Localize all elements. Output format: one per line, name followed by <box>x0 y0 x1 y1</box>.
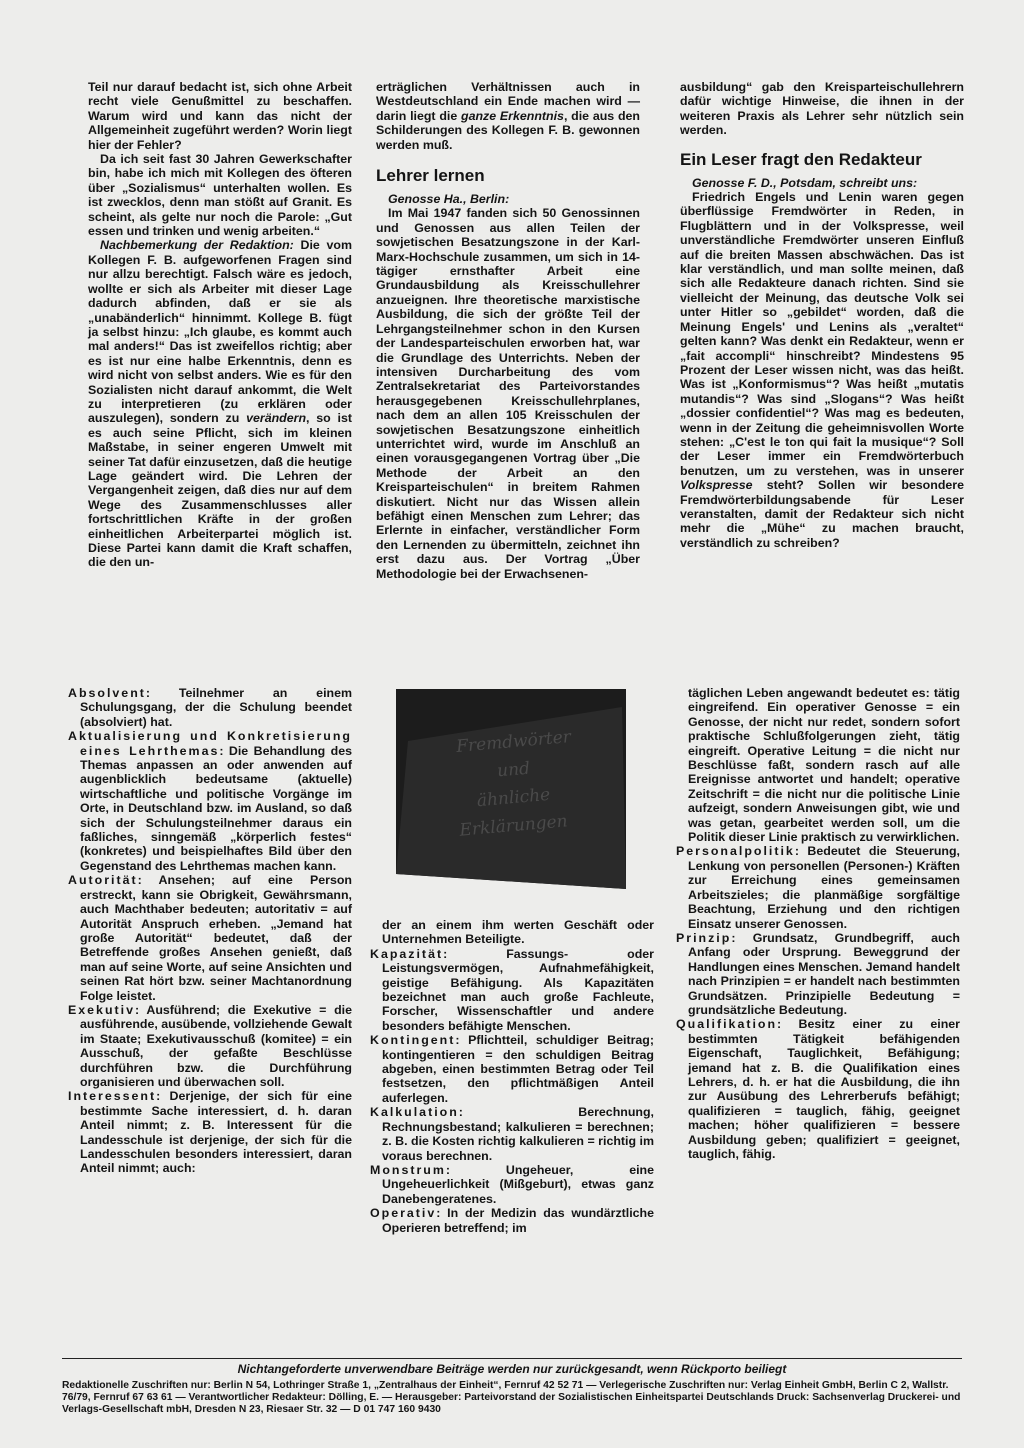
paragraph <box>680 190 964 550</box>
glossary-term: Operativ <box>370 1206 437 1221</box>
glossary-entry <box>68 873 352 1003</box>
glossary-column-right <box>676 686 960 1161</box>
glossary-definition: : Ausführend; die Exekutive = die ausführende, ausübende, vollziehende Gewalt im Staate; Exekutivausschuß (komitee) = ein Ausschuß, der gefaßte Beschlüsse durchführen bzw. die Durchführung organisieren und überwachen soll. <box>80 1002 352 1089</box>
glossary-entry <box>676 844 960 930</box>
paragraph: ausbildung“ gab den Kreisparteischullehrern dafür wichtige Hinweise, die ihnen in der weiteren Praxis als Lehrer sehr nützlich sein werden. <box>680 80 964 138</box>
editorial-note-text: Die vom Kollegen F. B. aufgeworfenen Fragen sind nur allzu berechtigt. Falsch wäre es jedoch, wollte er sich als Arbeiter mit dieser Lage dadurch abfinden, daß er sie als „unabänderlich“ hinnimmt. Kollege B. fügt ja selbst hinzu: „Ich glaube, es kommt auch mal anders!“ Das ist zweifellos richtig; aber es ist nur eine halbe Erkenntnis, denn es wird nicht von selbst anders. Wie es für den Sozialisten nicht darauf ankommt, die Welt zu interpretieren (zu erklären oder auszulegen), sondern zu <box>88 238 352 426</box>
article-column-2 <box>376 80 640 581</box>
text: erträglichen Verhältnissen auch in Westdeutschland ein Ende machen wird — darin liegt die <box>376 80 640 123</box>
glossary-entry <box>68 686 352 729</box>
glossary-term: Exekutiv <box>68 1002 135 1017</box>
glossary-term: Monstrum <box>370 1162 446 1177</box>
glossary-continuation: täglichen Leben angewandt bedeutet es: tätig eingreifend. Ein operativer Genosse = ein Genosse, der nicht nur redet, sondern sofort praktische Schlußfolgerungen zieht, tätig eingreift. Operative Leitung = die nicht nur Beschlüsse faßt, sondern rasch auf alle Ereignisse antwortet und handelt; operative Zeitschrift = die nicht nur die politische Linie aufzeigt, sondern Anweisungen gibt, wie und was getan, gearbeitet werden soll, um die Politik dieser Linie praktisch zu verwirklichen. <box>688 686 960 845</box>
paragraph: Da ich seit fast 30 Jahren Gewerkschafter bin, habe ich mich mit Kollegen des öfteren über „Sozialismus“ unterhalten wollen. Es ist zwecklos, denn man stößt auf Granit. Es scheint, als gelte nur noch die Parole: „Gut essen und trinken und wenig arbeiten.“ <box>88 152 352 239</box>
glossary-continuation: der an einem ihm werten Geschäft oder Unternehmen Beteiligte. <box>382 918 654 947</box>
glossary-term: Autorität <box>68 873 138 888</box>
glossary-entry <box>370 1206 654 1235</box>
glossary-entry <box>370 947 654 1033</box>
byline: Genosse F. D., Potsdam, schreibt uns: <box>692 175 918 190</box>
paragraph: Teil nur darauf bedacht ist, sich ohne Arbeit recht viele Genußmittel zu beschaffen. Warum wird und kann das nicht der Allgemeinheit zugeführt werden? Worin liegt hier der Fehler? <box>88 80 352 152</box>
footer-divider <box>62 1358 962 1359</box>
article-column-3 <box>680 80 964 550</box>
glossary-entry <box>370 1105 654 1163</box>
article-heading: Lehrer lernen <box>376 166 485 186</box>
image-caption-line: Erklärungen <box>458 811 569 841</box>
footer-imprint: Redaktionelle Zuschriften nur: Berlin N 54, Lothringer Straße 1, „Zentralhaus der Einheit“, Fernruf 42 52 71 — Verlegerische Zuschriften nur: Verlag Einheit GmbH, Berlin C 2, Wallstr. 76/79, Fernruf 67 63 61 — Verantwortlicher Redakteur: Dölling, E. — Herausgeber: Parteivorstand der Sozialistischen Einheitspartei Deutschlands Druck: Sachsenverlag Druckerei- und Verlags-Gesellschaft mbH, Dresden N 23, Riesaer Str. 32 — D 01 747 160 9430 <box>62 1380 961 1416</box>
glossary-definition: : Grundsatz, Grundbegriff, auch Anfang oder Ursprung. Beweggrund der Handlungen eines Menschen. Jemand handelt nach Prinzipien = er handelt nach bestimmten Grundsätzen. Prinzipielle Bedeutung = grundsätzliche Bedeutung. <box>688 930 960 1017</box>
article-heading: Ein Leser fragt den Redakteur <box>680 149 922 169</box>
image-caption-line: Fremdwörter <box>455 727 572 757</box>
glossary-entry <box>370 1033 654 1105</box>
paragraph <box>376 80 640 152</box>
glossary-term: Aktualisierung und Konkretisierung eines Lehrthemas <box>68 729 352 758</box>
image-caption-line: und <box>496 758 531 782</box>
glossary-definition: : Die Behandlung des Themas anpassen an oder anwenden auf augenblicklich bedeutsame (aktuelle) wirtschaftliche und politische Vorgänge im Orte, in Deutschland bzw. im Ausland, so daß sich der Schulungsteilnehmer daraus ein faßliches, sinngemäß „körperlich festes“ (konkretes) und beispielhaftes Bild über den Gegenstand des Lehrthemas machen kann. <box>80 743 352 873</box>
glossary-term: Interessent <box>68 1089 157 1104</box>
glossary-term: Kapazität <box>370 946 444 961</box>
text: , die aus den Schilderungen des Kollegen F. B. gewonnen werden muß. <box>376 108 640 152</box>
glossary-term: Absolvent <box>68 686 146 700</box>
glossary-entry <box>676 1017 960 1161</box>
text: Friedrich Engels und Lenin waren gegen überflüssige Fremdwörter in Reden, in Flugblättern und in der Volkspresse, weil unverständliche Fremdwörter unseren Einfluß auf die breiten Massen abschwächen. Das ist klar verständlich, und man sollte meinen, daß sich alle Redakteure danach richten. Sind sie vielleicht der Meinung, das deutsche Volk sei unter Hitler so „gebildet“ worden, daß die Meinung Engels' und Lenins als „veraltet“ gelten kann? Was denkt ein Redakteur, wenn er „fait accompli“ hinschreibt? Mindestens 95 Prozent der Leser wissen nicht, was das heißt. Was ist „Konformismus“? Was heißt „mutatis mutandis“? Was sind „Slogans“? Was heißt „dossier confidentiel“? Was mag es bedeuten, wenn in der Zeitung die geheimnisvollen Worte stehen: „C'est le ton qui fait la musique“? Soll der Leser immer ein Fremdwörterbuch benutzen, um zu verstehen, was in unserer <box>680 190 964 478</box>
byline: Genosse Ha., Berlin: <box>388 192 510 207</box>
article-column-1 <box>88 80 352 570</box>
glossary-column-left <box>68 686 352 1176</box>
editorial-note-text: , so ist es auch seine Pflicht, sich im kleinen Maßstabe, in seiner engeren Umwelt mit seiner Tat dafür einzusetzen, daß die heutige Lage geändert wird. Die Lehren der Vergangenheit zeigen, daß dies nur auf dem Wege des Zusammenschlusses aller fortschrittlichen Kräfte in der großen einheitlichen Arbeiterpartei möglich ist. Diese Partei kann damit die Kraft schaffen, die den un- <box>88 411 352 570</box>
glossary-term: Kontingent <box>370 1033 456 1048</box>
glossary-definition: : Derjenige, der sich für eine bestimmte Sache interessiert, d. h. daran Anteil nimmt; z. B. Interessent für die Landesschule ist derjenige, der sich für die Landesschulen besonders interessiert, daran Anteil nimmt; auch: <box>80 1089 352 1176</box>
emphasis: ganze Erkenntnis <box>461 108 564 123</box>
glossary-title-image <box>396 689 626 889</box>
glossary-entry <box>676 931 960 1017</box>
footer-note: Nichtangeforderte unverwendbare Beiträge werden nur zurückgesandt, wenn Rückporto beiliegt <box>237 1362 787 1376</box>
glossary-definition: : Teilnehmer an einem Schulungsgang, der die Schulung beendet (absolviert) hat. <box>80 686 352 729</box>
glossary-definition: : Besitz einer zu einer bestimmten Tätigkeit befähigenden Eigenschaft, Tauglichkeit, Befähigung; jemand hat z. B. die Qualifikation eines Lehrers, d. h. er hat die Ausbildung, die ihn zur Ausübung des Lehrerberufs befähigt; qualifizieren = tauglich, fähig, geeignet machen; höher qualifizieren = bessere Ausbildung geben; qualifiziert = geeignet, tauglich, fähig. <box>688 1017 960 1161</box>
glossary-entry <box>68 1089 352 1175</box>
glossary-term: Personalpolitik <box>676 844 795 859</box>
image-caption-line: ähnliche <box>476 784 552 812</box>
paragraph: Im Mai 1947 fanden sich 50 Genossinnen und Genossen aus allen Teilen der sowjetischen Besatzungszone in der Karl-Marx-Hochschule zusammen, um sich in 14-tägiger ernsthafter Arbeit eine Grundausbildung als Kreisschullehrer anzueignen. Ihre theoretische marxistische Ausbildung, die sich der größte Teil der Lehrgangsteilnehmer schon in den Kursen der Landesparteischulen erworben hat, war die Grundlage des Unterrichts. Neben der intensiven Durcharbeitung des vom Zentralsekretariat des Parteivorstandes herausgegebenen Kreisschullehrplanes, nach dem an allen 105 Kreisschulen der sowjetischen Besatzungszone einheitlich unterrichtet wird, wurde im Anschluß an einen vorausgegangenen Vortrag über „Die Methode der Arbeit an den Kreisparteischulen“ in breitem Rahmen diskutiert. Nicht nur das Wissen allein befähigt einen Menschen zum Lehrer; das Erlernte in einfacher, verständlicher Form den Lernenden zu übermitteln, zeichnet ihn erst dazu aus. Der Vortrag „Über Methodologie bei der Erwachsenen- <box>376 206 640 581</box>
glossary-definition: : Fassungs- oder Leistungsvermögen, Aufnahmefähigkeit, geistige Befähigung. Als Kapazitäten bezeichnet man auch große Fachleute, Forscher, Wissenschaftler und andere besonders befähigte Menschen. <box>382 946 654 1033</box>
emphasis: Volkspresse <box>680 478 753 493</box>
editorial-note <box>88 238 352 569</box>
editorial-note-label: Nachbemerkung der Redaktion: <box>100 238 294 253</box>
glossary-term: Qualifikation <box>676 1017 778 1032</box>
glossary-definition: : Ungeheuer, eine Ungeheuerlichkeit (Mißgeburt), etwas ganz Danebengeratenes. <box>382 1162 654 1206</box>
text: steht? Sollen wir besondere Fremdwörterbildungsabende für Leser veranstalten, damit der Redakteur sich nicht mehr die „Mühe“ zu machen braucht, verständlich zu schreiben? <box>680 478 964 550</box>
emphasis: verändern <box>246 411 307 426</box>
glossary-entry <box>68 729 352 873</box>
glossary-definition: : Berechnung, Rechnungsbestand; kalkulieren = berechnen; z. B. die Kosten richtig kalkulieren = richtig im voraus berechnen. <box>382 1105 654 1163</box>
glossary-term: Prinzip <box>676 930 732 945</box>
glossary-definition: : Ansehen; auf eine Person erstreckt, kann sie Obrigkeit, Gewährsmann, auch Machthaber bedeuten; autoritativ = auf Autorität Anspruch erheben. „Jemand hat große Autorität“ bedeutet, daß der Betreffende großes Ansehen genießt, daß man auf seine Worte, auf seine Ansichten und seinen Rat hört bzw. seiner Machtanordnung Folge leistet. <box>80 873 352 1003</box>
glossary-entry <box>370 1163 654 1206</box>
glossary-definition: : Pflichtteil, schuldiger Beitrag; kontingentieren = den schuldigen Beitrag abgeben, einen bestimmten Betrag oder Teil festsetzen, den pflichtmäßigen Anteil auferlegen. <box>382 1033 654 1105</box>
glossary-term: Kalkulation <box>370 1105 459 1120</box>
glossary-definition: : Bedeutet die Steuerung, Lenkung von personellen (Personen-) Kräften zur Erreichung eines gemeinsamen Arbeitszieles; die planmäßige sorgfältige Beachtung, Erziehung und den richtigen Einsatz unserer Genossen. <box>688 844 960 931</box>
glossary-entry <box>68 1003 352 1089</box>
glossary-definition: : In der Medizin das wundärztliche Operieren betreffend; im <box>382 1206 654 1235</box>
glossary-column-middle <box>370 918 654 1235</box>
